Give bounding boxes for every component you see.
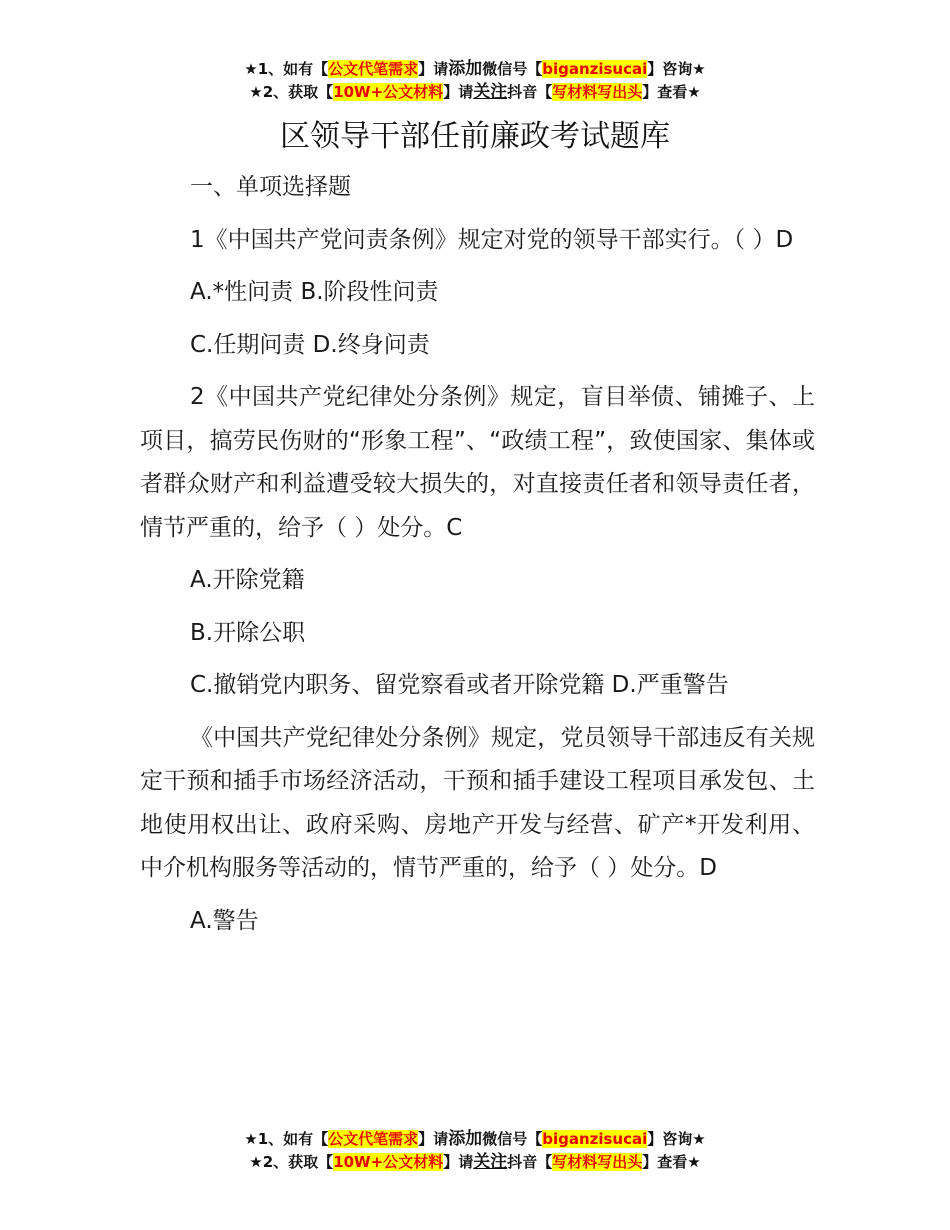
- top-promo-banner: [0, 58, 950, 104]
- star-icon: ★: [687, 83, 701, 101]
- highlight-text: 公文代笔需求: [328, 1130, 419, 1148]
- star-icon: ★: [687, 1153, 701, 1171]
- douyin-account: 写材料写出头: [552, 1153, 643, 1171]
- highlight-text: 公文代笔需求: [328, 60, 419, 78]
- promo-line-1: ★1、如有【公文代笔需求】请添加微信号【biganzisucai】咨询★: [244, 59, 706, 79]
- star-icon: ★: [249, 1153, 263, 1171]
- highlight-text: 10W+公文材料: [333, 1153, 444, 1171]
- star-icon: ★: [692, 60, 706, 78]
- star-icon: ★: [249, 83, 263, 101]
- document-title: 区领导干部任前廉政考试题库: [280, 119, 670, 154]
- question-2-options-cd: C.撤销党内职务、留党察看或者开除党籍 D.严重警告: [190, 672, 729, 698]
- document-body: [140, 166, 815, 952]
- question-3-option-a: A.警告: [190, 907, 259, 934]
- star-icon: ★: [244, 1130, 258, 1148]
- question-2-option-a: A.开除党籍: [190, 567, 305, 593]
- question-3: 《中国共产党纪律处分条例》规定，党员领导干部违反有关规定干预和插手市场经济活动，干预和插手建设工程项目承发包、土地使用权出让、政府采购、房地产开发与经营、矿产*开发利用、中介机构服务等活动的，情节严重的，给予（ ）处分。D: [140, 724, 815, 881]
- star-icon: ★: [692, 1130, 706, 1148]
- promo-line-2: ★2、获取【10W+公文材料】请关注抖音【写材料写出头】查看★: [249, 1152, 701, 1172]
- question-2-option-b: B.开除公职: [190, 619, 306, 646]
- promo-line-1: ★1、如有【公文代笔需求】请添加微信号【biganzisucai】咨询★: [244, 1129, 706, 1149]
- question-1-options-ab: A.*性问责 B.阶段性问责: [190, 279, 439, 305]
- promo-line-2: ★2、获取【10W+公文材料】请关注抖音【写材料写出头】查看★: [249, 82, 701, 102]
- highlight-text: 10W+公文材料: [333, 83, 444, 101]
- star-icon: ★: [244, 60, 258, 78]
- question-1: 1《中国共产党问责条例》规定对党的领导干部实行。（ ）D: [190, 226, 794, 253]
- question-1-options-cd: C.任期问责 D.终身问责: [190, 331, 430, 358]
- wechat-id: biganzisucai: [542, 1130, 648, 1148]
- douyin-account: 写材料写出头: [552, 83, 643, 101]
- wechat-id: biganzisucai: [542, 60, 648, 78]
- section-heading: 一、单项选择题: [190, 174, 351, 200]
- question-2: 2《中国共产党纪律处分条例》规定，盲目举债、铺摊子、上项目，搞劳民伤财的“形象工程”、“政绩工程”，致使国家、集体或者群众财产和利益遭受较大损失的，对直接责任者和领导责任者，情节严重的，给予（ ）处分。C: [140, 384, 815, 541]
- bottom-promo-banner: [0, 1128, 950, 1174]
